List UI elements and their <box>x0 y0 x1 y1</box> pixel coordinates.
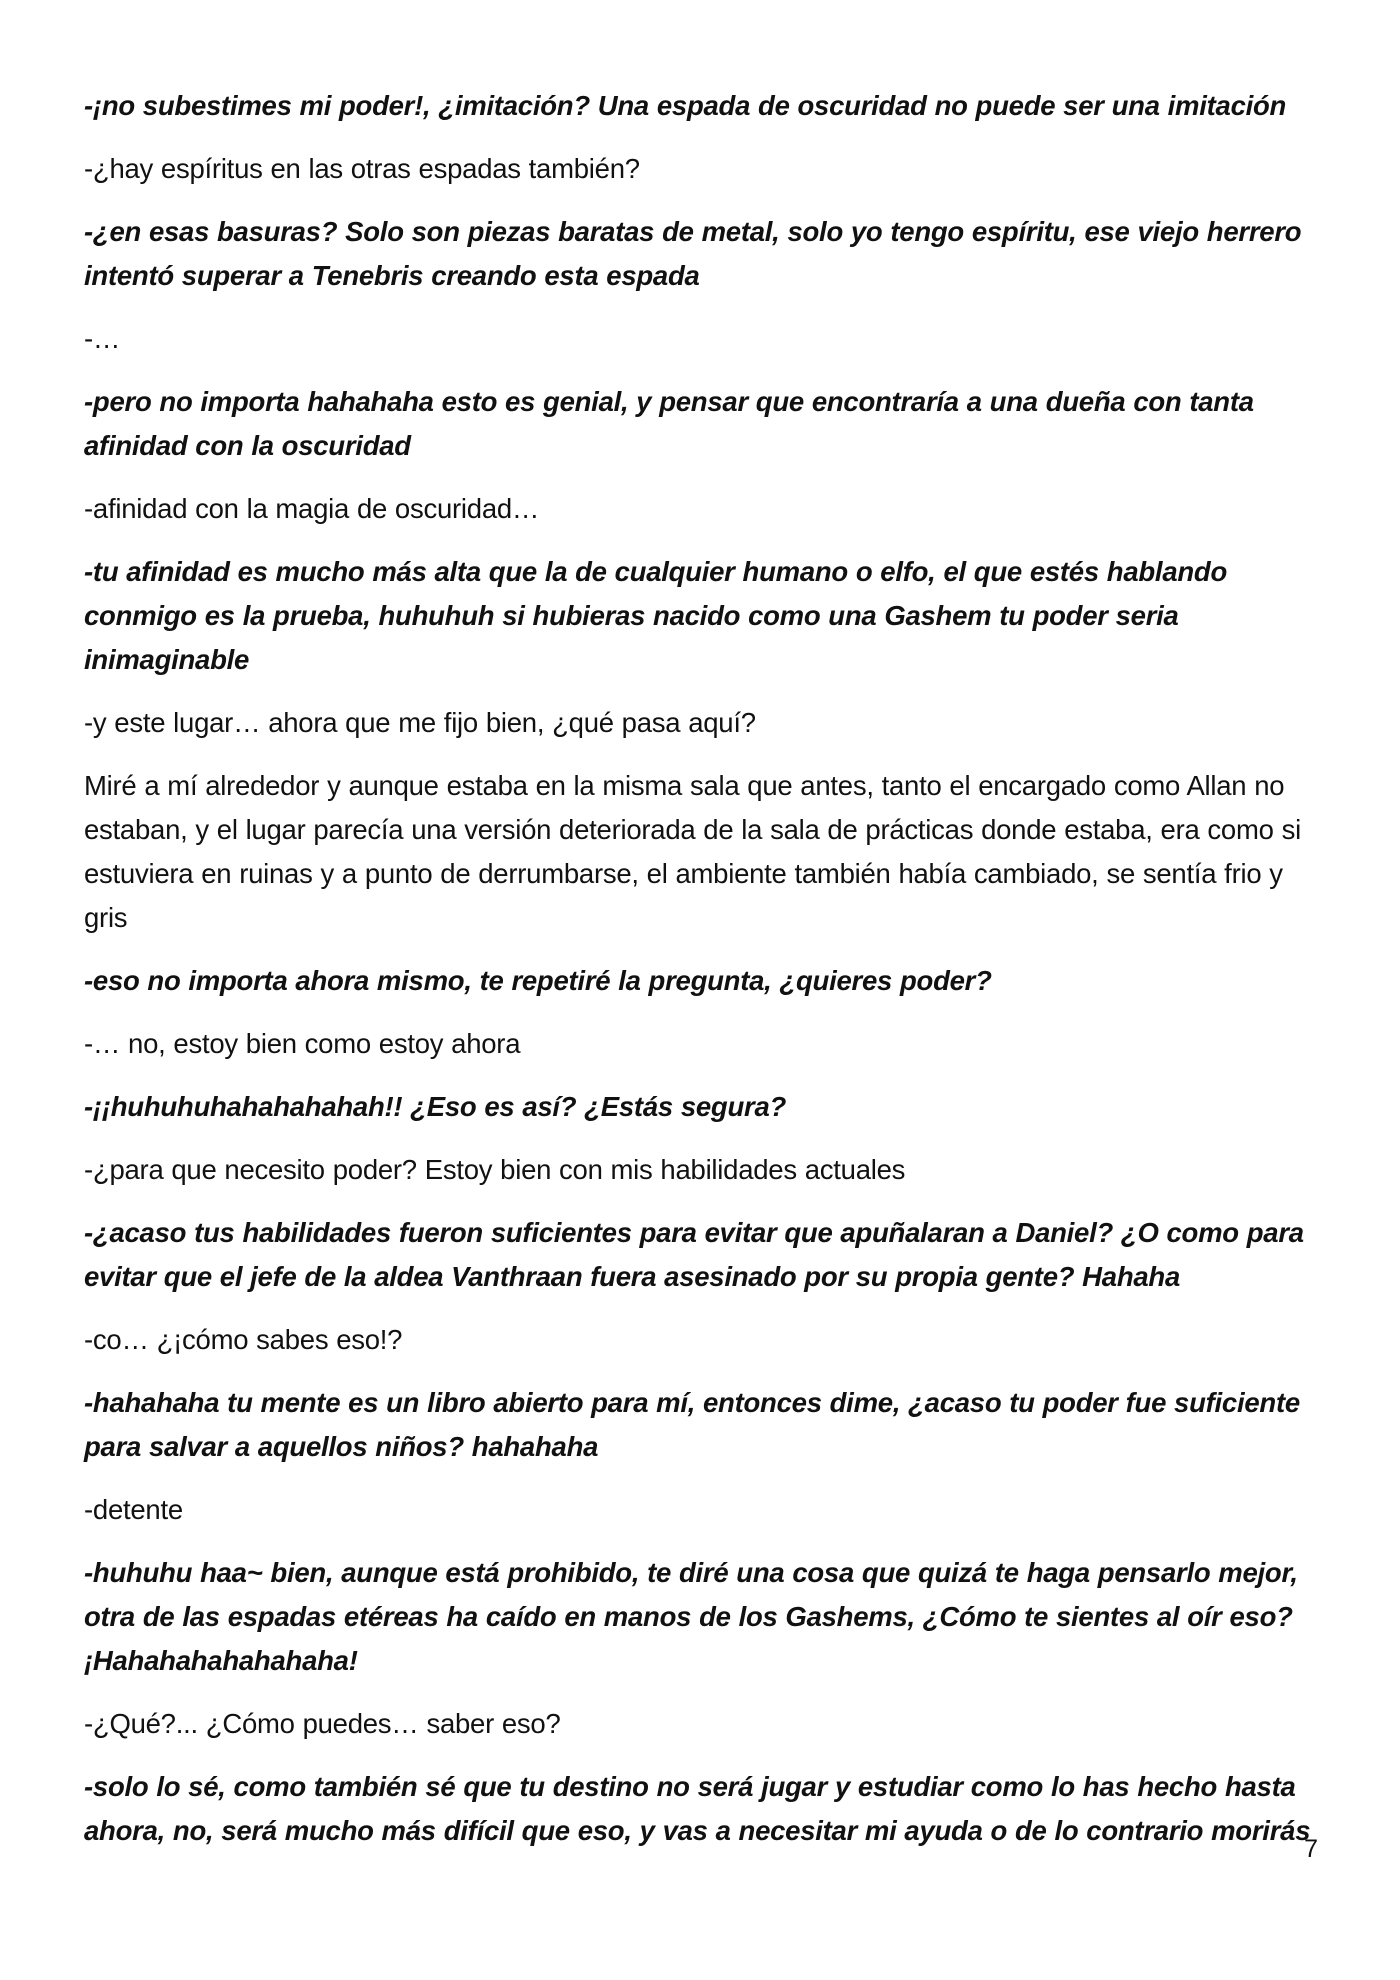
paragraph-20: -solo lo sé, como también sé que tu destino no será jugar y estudiar como lo has hecho hasta ahora, no, será mucho más difícil que eso, y vas a necesitar mi ayuda o de lo contrario morirás <box>84 1771 1311 1846</box>
page-number: 7 <box>1304 1835 1318 1863</box>
paragraph-5: -pero no importa hahahaha esto es genial, y pensar que encontraría a una dueña con tanta afinidad con la oscuridad <box>84 386 1254 461</box>
paragraph-18: -huhuhu haa~ bien, aunque está prohibido, te diré una cosa que quizá te haga pensarlo mejor, otra de las espadas etéreas ha caído en manos de los Gashems, ¿Cómo te sientes al oír eso? ¡Hahahahahahahaha! <box>84 1557 1298 1676</box>
paragraph-14: -¿acaso tus habilidades fueron suficientes para evitar que apuñalaran a Daniel? ¿O como para evitar que el jefe de la aldea Vanthraan fuera asesinado por su propia gente? Hahaha <box>84 1217 1304 1292</box>
paragraph-12: -¡¡huhuhuhahahahahah!! ¿Eso es así? ¿Estás segura? <box>84 1091 787 1122</box>
paragraph-11: -… no, estoy bien como estoy ahora <box>84 1028 521 1059</box>
paragraph-16: -hahahaha tu mente es un libro abierto para mí, entonces dime, ¿acaso tu poder fue suficiente para salvar a aquellos niños? hahahaha <box>84 1387 1300 1462</box>
paragraph-3: -¿en esas basuras? Solo son piezas baratas de metal, solo yo tengo espíritu, ese viejo herrero intentó superar a Tenebris creando esta espada <box>84 216 1302 291</box>
paragraph-7: -tu afinidad es mucho más alta que la de cualquier humano o elfo, el que estés hablando conmigo es la prueba, huhuhuh si hubieras nacido como una Gashem tu poder seria inimaginable <box>84 556 1228 675</box>
paragraph-15: -co… ¿¡cómo sabes eso!? <box>84 1324 403 1355</box>
paragraph-17: -detente <box>84 1494 183 1525</box>
paragraph-10: -eso no importa ahora mismo, te repetiré la pregunta, ¿quieres poder? <box>84 965 992 996</box>
paragraph-19: -¿Qué?... ¿Cómo puedes… saber eso? <box>84 1708 561 1739</box>
paragraph-4: -… <box>84 323 121 354</box>
paragraph-6: -afinidad con la magia de oscuridad… <box>84 493 540 524</box>
document-page <box>84 84 1329 1884</box>
paragraph-9: Miré a mí alrededor y aunque estaba en la misma sala que antes, tanto el encargado como Allan no estaban, y el lugar parecía una versión deteriorada de la sala de prácticas donde estaba, era como si estuviera en ruinas y a punto de derrumbarse, el ambiente también había cambiado, se sentía frio y gris <box>84 770 1301 933</box>
paragraph-1: -¡no subestimes mi poder!, ¿imitación? Una espada de oscuridad no puede ser una imitación <box>84 90 1287 121</box>
paragraph-13: -¿para que necesito poder? Estoy bien con mis habilidades actuales <box>84 1154 906 1185</box>
paragraph-2: -¿hay espíritus en las otras espadas también? <box>84 153 640 184</box>
paragraph-8: -y este lugar… ahora que me fijo bien, ¿qué pasa aquí? <box>84 707 756 738</box>
